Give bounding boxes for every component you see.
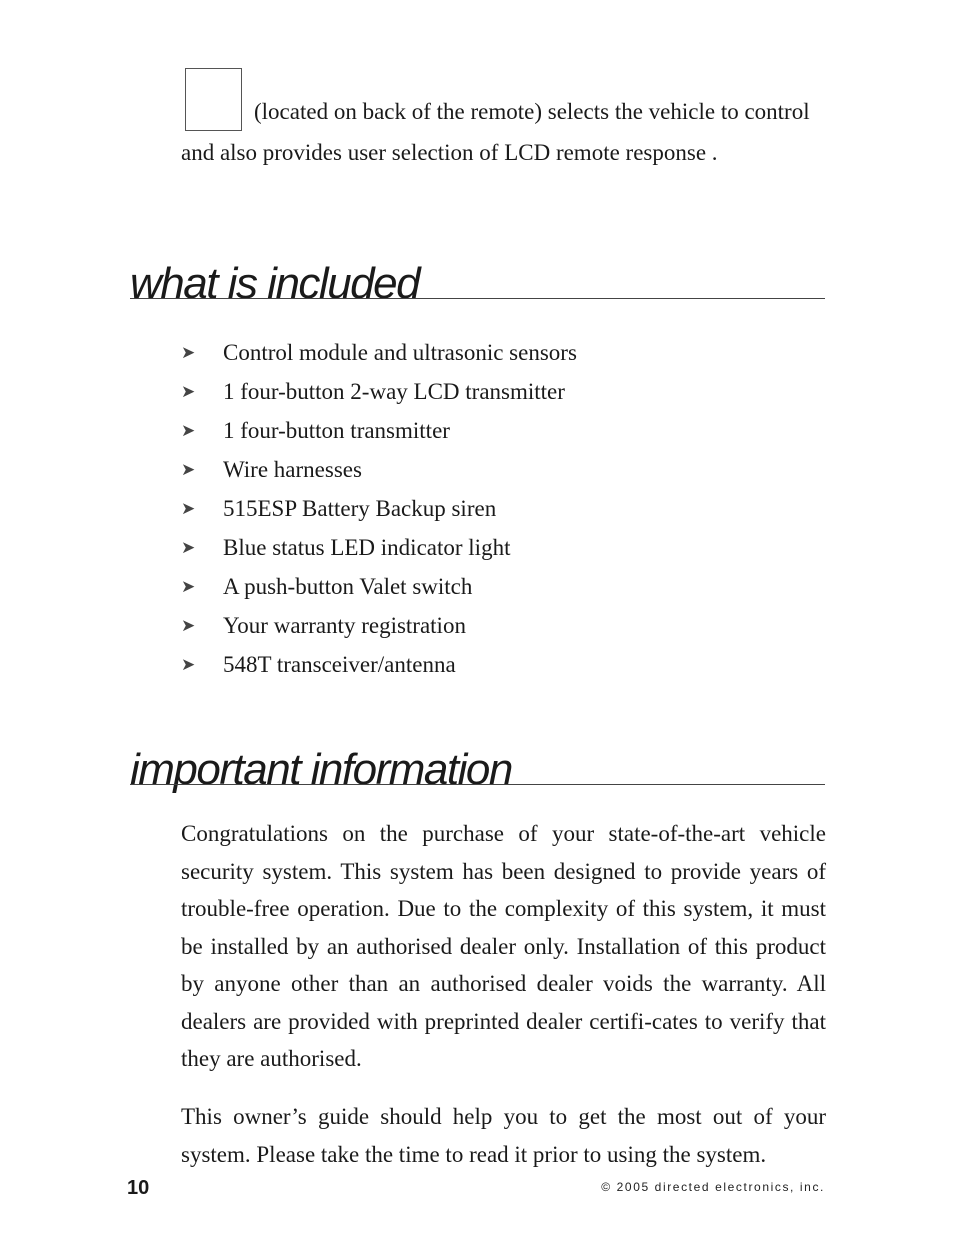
list-item-label: 1 four-button 2-way LCD transmitter (223, 379, 565, 405)
page-number: 10 (127, 1177, 150, 1199)
arrowhead-bullet-icon: ➤ (181, 343, 196, 363)
intro-text-line2: and also provides user selection of LCD remote response . (181, 140, 718, 165)
heading-rule (130, 298, 825, 299)
arrowhead-bullet-icon: ➤ (181, 654, 196, 674)
paragraph-owners-guide: This owner’s guide should help you to get the most out of your system. Please take the time to read it prior to using the system. (181, 1104, 826, 1167)
arrowhead-bullet-icon: ➤ (181, 537, 196, 557)
list-item-label: 515ESP Battery Backup siren (223, 496, 497, 521)
arrowhead-bullet-icon: ➤ (181, 615, 196, 635)
heading-important-information: important information (130, 745, 512, 794)
arrowhead-bullet-icon: ➤ (181, 460, 196, 480)
list-item-label: 548T transceiver/antenna (223, 651, 456, 677)
list-item (181, 606, 577, 645)
list-item (181, 373, 577, 412)
list-item (181, 412, 577, 451)
list-item (181, 451, 577, 490)
copyright-notice: © 2005 directed electronics, inc. (601, 1180, 825, 1194)
list-item-label: A push-button Valet switch (223, 573, 473, 599)
button-icon (185, 68, 242, 131)
arrowhead-bullet-icon: ➤ (181, 382, 196, 402)
list-item-label: Your warranty registration (223, 612, 466, 638)
list-item (181, 528, 577, 567)
list-item (181, 490, 577, 529)
list-item-label: 1 four-button transmitter (223, 418, 450, 444)
list-item-label: Control module and ultrasonic sensors (223, 340, 577, 366)
arrowhead-bullet-icon: ➤ (181, 499, 196, 518)
list-item-label: Blue status LED indicator light (223, 534, 511, 560)
intro-text-line1: (located on back of the remote) selects the vehicle to control (254, 99, 810, 124)
list-item (181, 645, 577, 684)
heading-what-is-included: what is included (130, 259, 420, 308)
list-item-label: Wire harnesses (223, 457, 362, 483)
list-item (181, 334, 577, 373)
paragraph-congratulations: Congratulations on the purchase of your state-of-the-art vehicle security system. This system has been designed to provide years of trouble-free operation. Due to the complexity of this system, it must be installed by an authorised dealer only. Installation of this product by anyone other than an authorised dealer voids the warranty. All dealers are provided with preprinted dealer certifi-cates to verify that they are authorised. (181, 821, 826, 1071)
list-item (181, 567, 577, 606)
arrowhead-bullet-icon: ➤ (181, 421, 196, 441)
heading-rule (130, 784, 825, 785)
arrowhead-bullet-icon: ➤ (181, 576, 196, 596)
included-items-list (181, 334, 577, 684)
